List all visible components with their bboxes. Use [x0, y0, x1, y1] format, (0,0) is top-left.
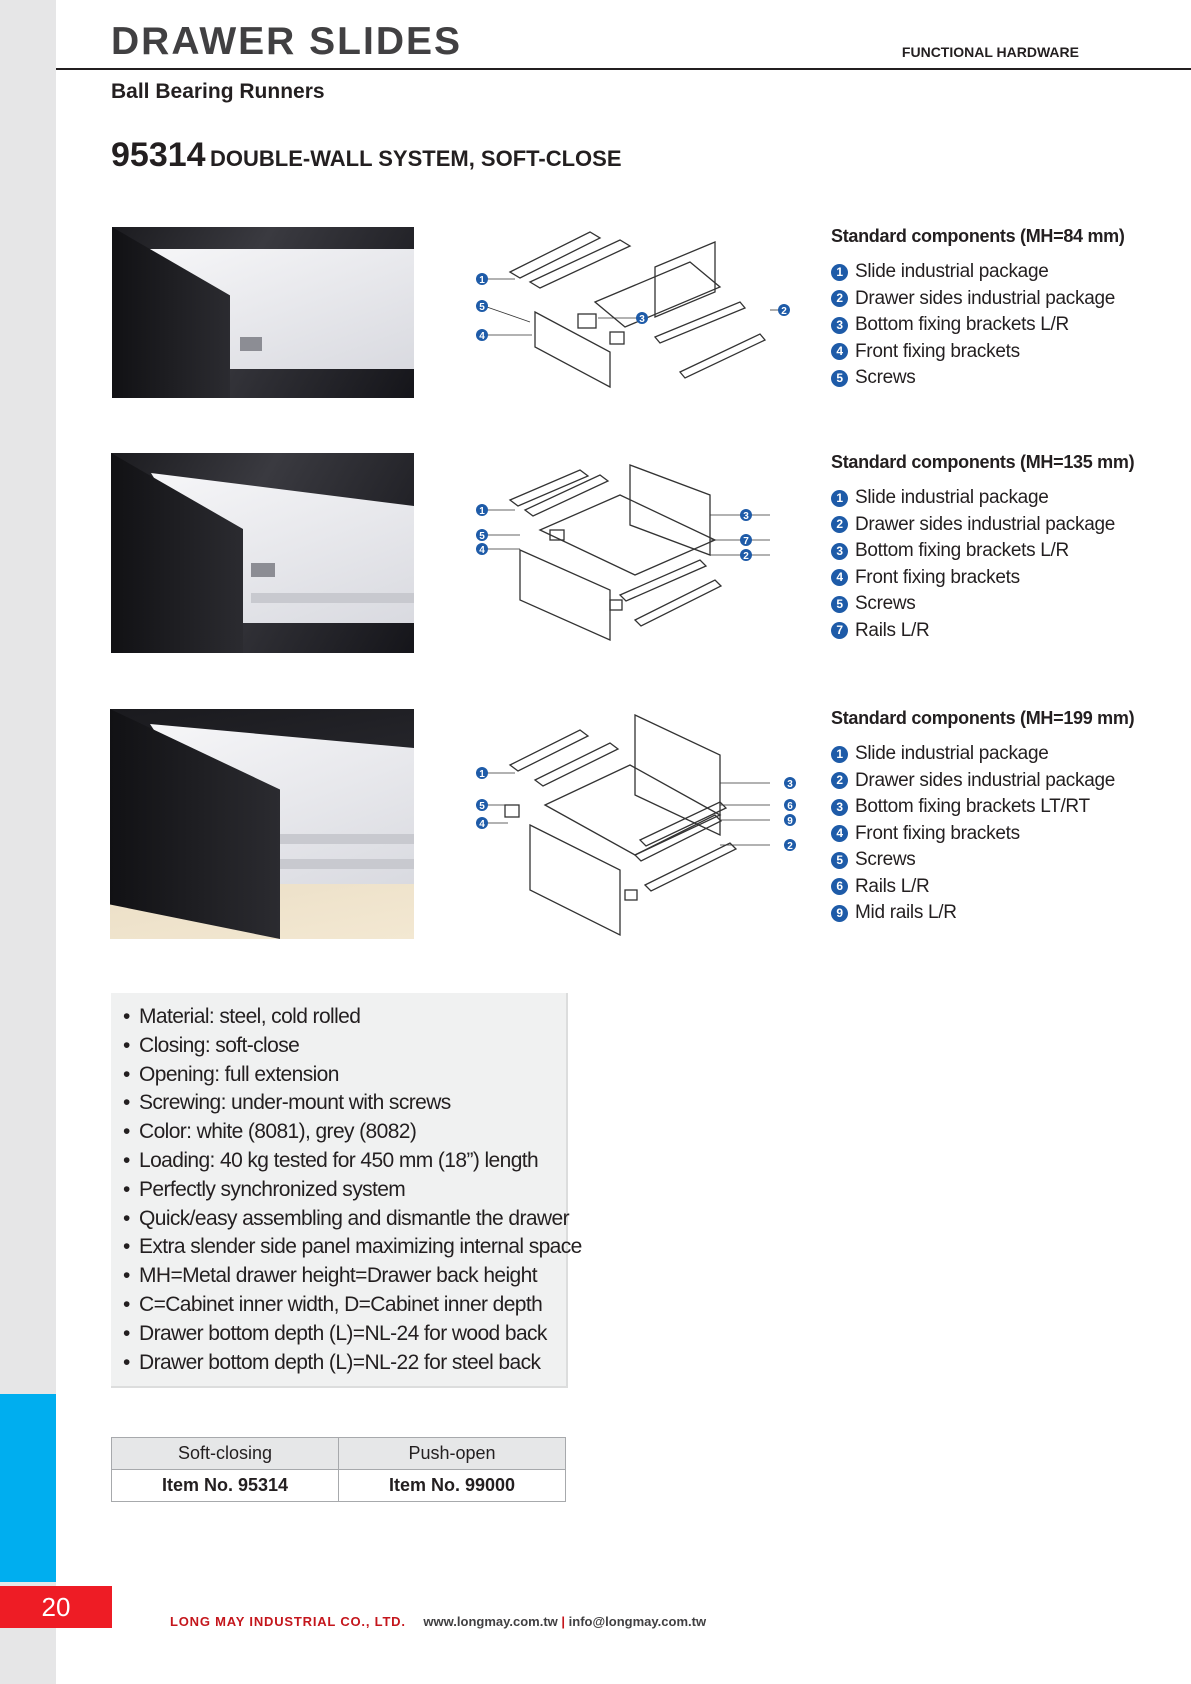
- feature-item: • Drawer bottom depth (L)=NL-24 for wood back: [123, 1321, 547, 1345]
- exploded-diagram-mh199: [470, 705, 800, 945]
- svg-text:3: 3: [639, 314, 645, 325]
- number-badge: 1: [831, 490, 848, 507]
- feature-item: • Perfectly synchronized system: [123, 1177, 406, 1201]
- svg-text:1: 1: [479, 275, 485, 286]
- components-mh135: [831, 452, 1134, 644]
- components-title: Standard components (MH=199 mm): [831, 708, 1135, 728]
- number-badge: 5: [831, 596, 848, 613]
- component-item: 4 Front fixing brackets: [831, 565, 1134, 592]
- exploded-diagram-mh84: [470, 222, 800, 402]
- component-item: 1 Slide industrial package: [831, 741, 1134, 768]
- component-item: 2 Drawer sides industrial package: [831, 286, 1125, 313]
- feature-item: • Quick/easy assembling and dismantle the drawer: [123, 1206, 569, 1230]
- features-box: [111, 993, 582, 1388]
- page-title: DRAWER SLIDES: [111, 20, 463, 63]
- svg-text:2: 2: [787, 841, 793, 852]
- svg-text:3: 3: [743, 511, 749, 522]
- footer-separator: |: [561, 1614, 566, 1629]
- number-badge: 2: [831, 290, 848, 307]
- svg-text:5: 5: [479, 302, 485, 313]
- feature-item: • Extra slender side panel maximizing internal space: [123, 1235, 582, 1259]
- number-badge: 5: [831, 370, 848, 387]
- website-link[interactable]: www.longmay.com.tw: [423, 1614, 558, 1629]
- svg-text:2: 2: [781, 306, 787, 317]
- svg-text:5: 5: [479, 531, 485, 542]
- feature-item: • Material: steel, cold rolled: [123, 1005, 361, 1028]
- number-badge: 5: [831, 852, 848, 869]
- components-title: Standard components (MH=135 mm): [831, 452, 1135, 472]
- components-mh199: [831, 708, 1134, 927]
- component-item: 6 Rails L/R: [831, 874, 1134, 901]
- feature-item: • Color: white (8081), grey (8082): [123, 1120, 417, 1144]
- product-heading: [111, 136, 622, 175]
- number-badge: 9: [831, 905, 848, 922]
- number-badge: 3: [831, 543, 848, 560]
- item-number-table: [111, 1437, 566, 1502]
- component-item: 4 Front fixing brackets: [831, 339, 1125, 366]
- table-header-push-open: Push-open: [339, 1438, 566, 1470]
- component-item: 5 Screws: [831, 591, 1134, 618]
- header-divider: [56, 68, 1191, 70]
- component-item: 2 Drawer sides industrial package: [831, 768, 1134, 795]
- svg-text:7: 7: [743, 536, 749, 547]
- company-name: LONG MAY INDUSTRIAL CO., LTD.: [170, 1614, 406, 1629]
- number-badge: 4: [831, 569, 848, 586]
- feature-item: • Loading: 40 kg tested for 450 mm (18”) length: [123, 1148, 539, 1172]
- component-item: 5 Screws: [831, 847, 1134, 874]
- number-badge: 3: [831, 799, 848, 816]
- number-badge: 2: [831, 772, 848, 789]
- footer: [170, 1614, 706, 1629]
- component-item: 7 Rails L/R: [831, 618, 1134, 645]
- product-description: DOUBLE-WALL SYSTEM, SOFT-CLOSE: [210, 146, 622, 171]
- number-badge: 4: [831, 343, 848, 360]
- component-item: 5 Screws: [831, 365, 1125, 392]
- drawer-photo-mh199: [110, 709, 414, 939]
- feature-item: • Opening: full extension: [123, 1062, 339, 1086]
- number-badge: 4: [831, 825, 848, 842]
- page-subtitle: Ball Bearing Runners: [111, 80, 325, 103]
- component-item: 9 Mid rails L/R: [831, 900, 1134, 927]
- email-link[interactable]: info@longmay.com.tw: [568, 1614, 707, 1629]
- product-number: 95314: [111, 136, 206, 174]
- svg-text:4: 4: [479, 819, 485, 830]
- component-item: 3 Bottom fixing brackets L/R: [831, 538, 1134, 565]
- components-title: Standard components (MH=84 mm): [831, 226, 1125, 246]
- svg-text:1: 1: [479, 506, 485, 517]
- feature-item: • Screwing: under-mount with screws: [123, 1091, 451, 1115]
- svg-text:4: 4: [479, 545, 485, 556]
- components-mh84: [831, 226, 1125, 392]
- svg-text:4: 4: [479, 331, 485, 342]
- drawer-photo-mh84: [112, 227, 414, 398]
- feature-item: • Drawer bottom depth (L)=NL-22 for steel back: [123, 1350, 541, 1374]
- feature-item: • MH=Metal drawer height=Drawer back height: [123, 1264, 537, 1288]
- svg-text:2: 2: [743, 551, 749, 562]
- side-accent-bar: [0, 1394, 56, 1582]
- number-badge: 1: [831, 264, 848, 281]
- table-cell-item-soft-closing: Item No. 95314: [112, 1470, 339, 1502]
- exploded-diagram-mh135: [470, 450, 800, 650]
- table-cell-item-push-open: Item No. 99000: [339, 1470, 566, 1502]
- category-label: FUNCTIONAL HARDWARE: [901, 44, 1079, 60]
- feature-item: • Closing: soft-close: [123, 1033, 300, 1057]
- svg-text:3: 3: [787, 779, 793, 790]
- svg-text:6: 6: [787, 801, 793, 812]
- number-badge: 6: [831, 878, 848, 895]
- number-badge: 3: [831, 317, 848, 334]
- svg-text:1: 1: [479, 769, 485, 780]
- number-badge: 2: [831, 516, 848, 533]
- page-number: 20: [0, 1586, 112, 1628]
- svg-text:5: 5: [479, 801, 485, 812]
- number-badge: 1: [831, 746, 848, 763]
- component-item: 4 Front fixing brackets: [831, 821, 1134, 848]
- table-header-soft-closing: Soft-closing: [112, 1438, 339, 1470]
- component-item: 3 Bottom fixing brackets LT/RT: [831, 794, 1134, 821]
- component-item: 1 Slide industrial package: [831, 485, 1134, 512]
- number-badge: 7: [831, 622, 848, 639]
- drawer-photo-mh135: [111, 453, 414, 653]
- diagram-callouts: [476, 767, 796, 852]
- feature-item: • C=Cabinet inner width, D=Cabinet inner depth: [123, 1292, 543, 1316]
- svg-text:9: 9: [787, 816, 793, 827]
- component-item: 1 Slide industrial package: [831, 259, 1125, 286]
- component-item: 2 Drawer sides industrial package: [831, 512, 1134, 539]
- component-item: 3 Bottom fixing brackets L/R: [831, 312, 1125, 339]
- diagram-callouts: [476, 273, 790, 342]
